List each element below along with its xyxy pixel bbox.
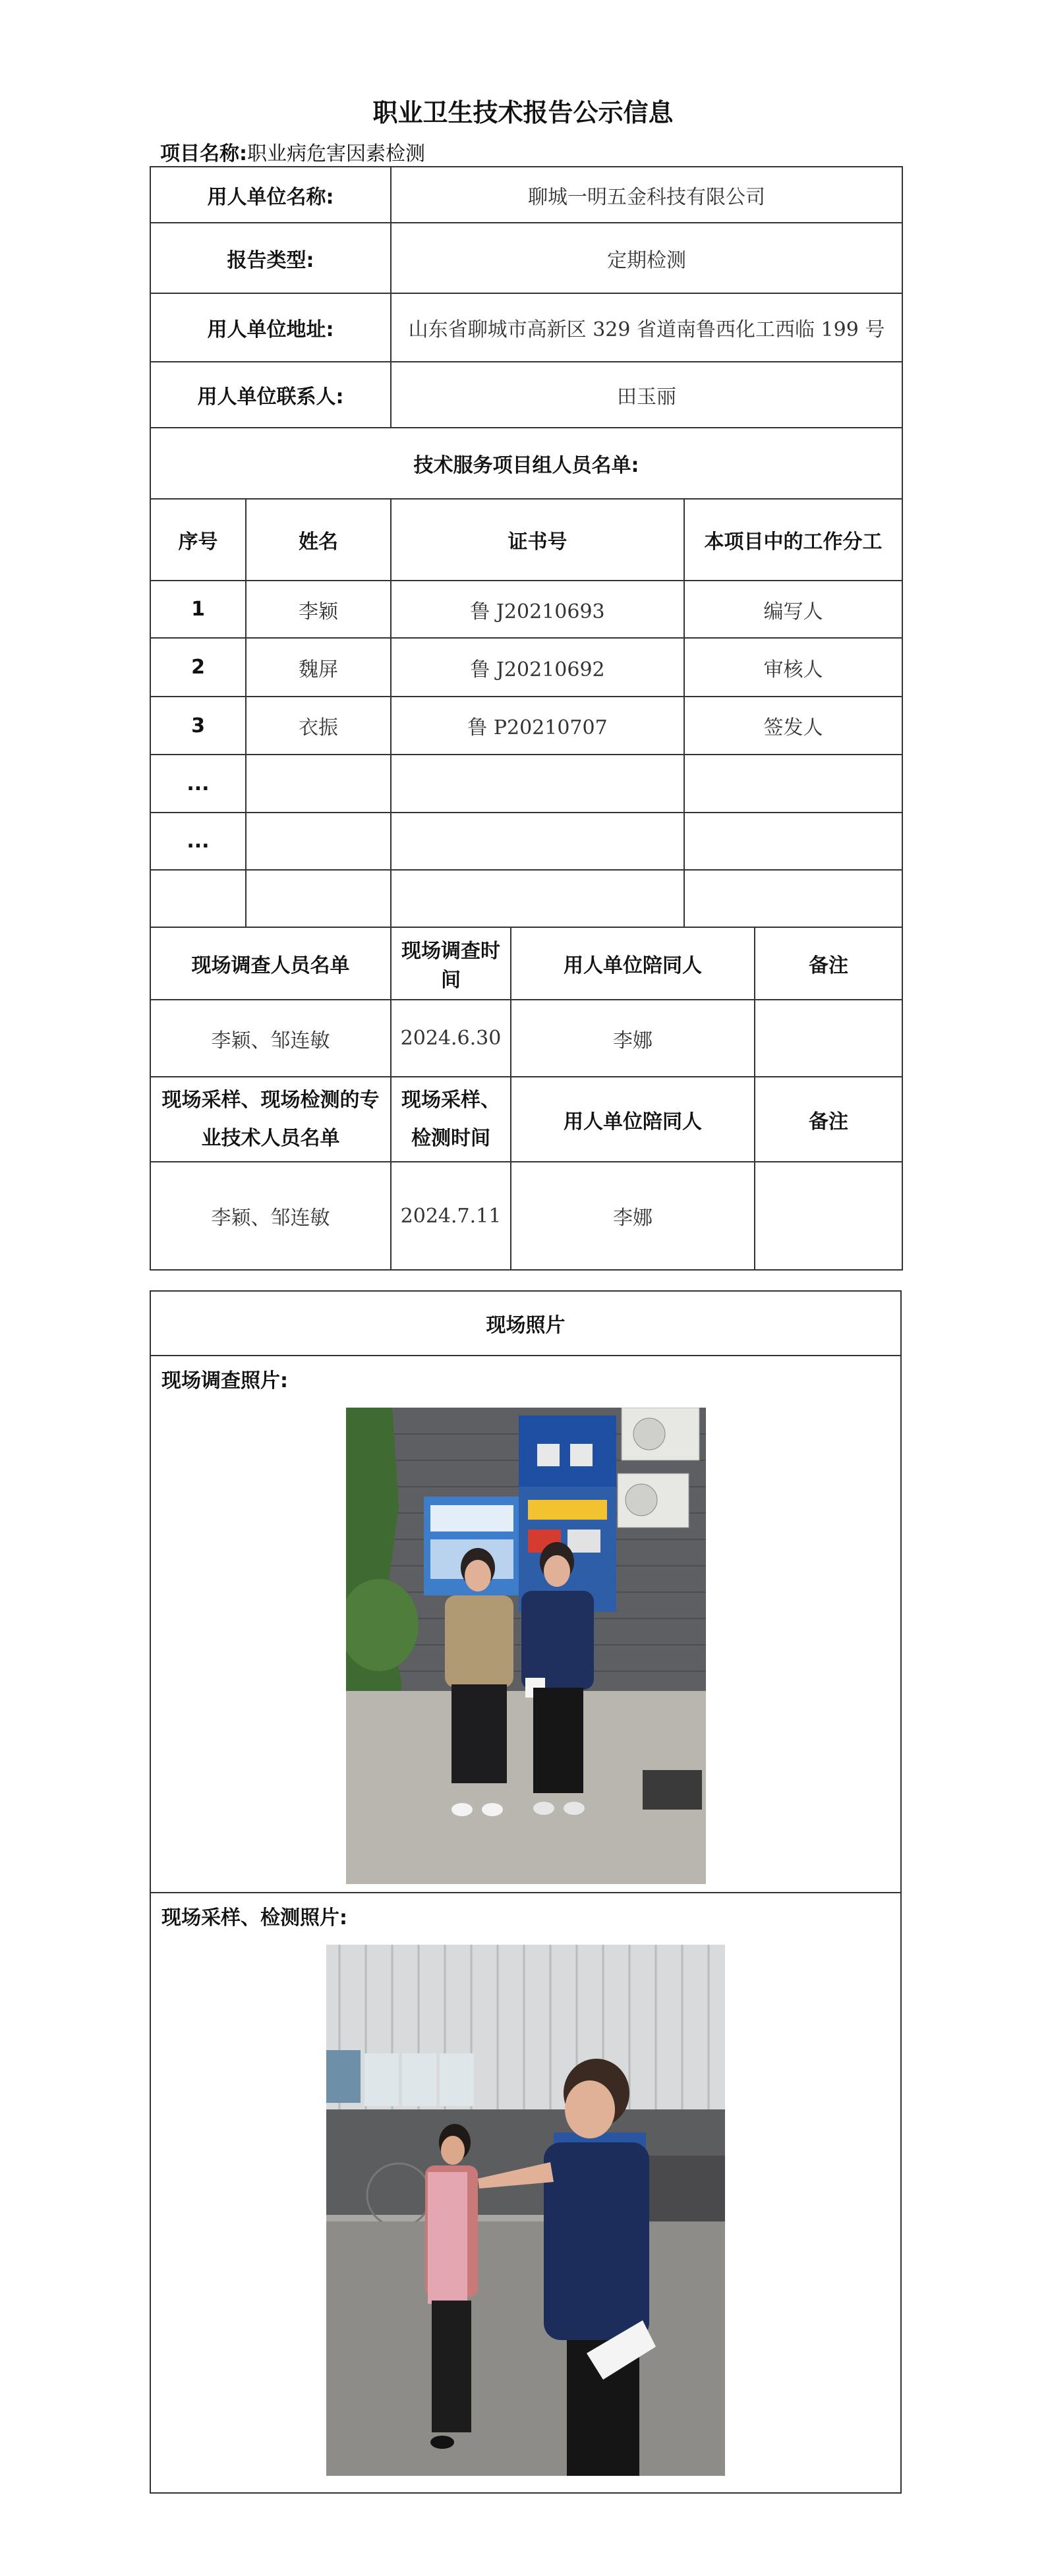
survey-escort: 李娜	[511, 1000, 755, 1077]
sampling-time: 2024.7.11	[391, 1162, 511, 1270]
project-name-label: 项目名称:	[160, 142, 247, 165]
team-name	[246, 813, 391, 870]
survey-col-time: 现场调查时间	[391, 927, 511, 1000]
table-row	[150, 697, 902, 755]
team-cert	[391, 870, 684, 927]
team-cert: 鲁 J20210693	[391, 581, 684, 638]
survey-photo-label: 现场调查照片:	[161, 1369, 288, 1392]
sampling-col-time: 现场采样、检测时间	[391, 1077, 511, 1162]
team-index: 1	[150, 581, 246, 638]
unit-contact-value: 田玉丽	[391, 362, 902, 428]
project-name-value: 职业病危害因素检测	[247, 142, 425, 165]
project-name	[160, 137, 425, 166]
team-role	[684, 755, 902, 813]
unit-name-label: 用人单位名称:	[150, 167, 391, 223]
team-index: ...	[150, 755, 246, 813]
unit-name-value: 聊城一明五金科技有限公司	[391, 167, 902, 223]
photos-heading: 现场照片	[150, 1291, 901, 1356]
table-row	[150, 813, 902, 870]
team-index: 2	[150, 638, 246, 697]
team-name	[246, 755, 391, 813]
report-type-label: 报告类型:	[150, 223, 391, 293]
unit-contact-label: 用人单位联系人:	[150, 362, 391, 428]
team-col-cert: 证书号	[391, 499, 684, 581]
page-title: 职业卫生技术报告公示信息	[372, 98, 674, 127]
team-cert: 鲁 J20210692	[391, 638, 684, 697]
team-name: 李颖	[246, 581, 391, 638]
report-type-value: 定期检测	[391, 223, 902, 293]
unit-address-label: 用人单位地址:	[150, 293, 391, 362]
team-name	[246, 870, 391, 927]
team-heading: 技术服务项目组人员名单:	[150, 428, 902, 499]
sampling-photo-icon	[326, 1945, 725, 2476]
survey-col-staff: 现场调查人员名单	[150, 927, 391, 1000]
sampling-col-remarks: 备注	[755, 1077, 902, 1162]
survey-remarks	[755, 1000, 902, 1077]
team-name: 魏屏	[246, 638, 391, 697]
team-index: ...	[150, 813, 246, 870]
team-col-name: 姓名	[246, 499, 391, 581]
report-info-table	[150, 166, 903, 1271]
sampling-escort: 李娜	[511, 1162, 755, 1270]
sampling-staff: 李颖、邹连敏	[150, 1162, 391, 1270]
survey-col-escort: 用人单位陪同人	[511, 927, 755, 1000]
sampling-remarks	[755, 1162, 902, 1270]
team-role	[684, 813, 902, 870]
survey-time: 2024.6.30	[391, 1000, 511, 1077]
sampling-col-escort: 用人单位陪同人	[511, 1077, 755, 1162]
table-row	[150, 581, 902, 638]
survey-staff: 李颖、邹连敏	[150, 1000, 391, 1077]
survey-photo-cell	[150, 1356, 901, 1893]
team-index: 3	[150, 697, 246, 755]
team-index	[150, 870, 246, 927]
sampling-col-staff: 现场采样、现场检测的专业技术人员名单	[150, 1077, 391, 1162]
team-role: 签发人	[684, 697, 902, 755]
team-role: 编写人	[684, 581, 902, 638]
team-role	[684, 870, 902, 927]
table-row	[150, 870, 902, 927]
site-photos-table	[150, 1290, 902, 2494]
team-cert: 鲁 P20210707	[391, 697, 684, 755]
team-name: 衣振	[246, 697, 391, 755]
team-col-index: 序号	[150, 499, 246, 581]
site-survey-photo-icon	[346, 1408, 706, 1884]
sampling-photo-label: 现场采样、检测照片:	[161, 1906, 347, 1930]
table-row	[150, 638, 902, 697]
team-cert	[391, 813, 684, 870]
survey-col-remarks: 备注	[755, 927, 902, 1000]
sampling-photo-cell	[150, 1893, 901, 2493]
team-col-role: 本项目中的工作分工	[684, 499, 902, 581]
team-role: 审核人	[684, 638, 902, 697]
team-cert	[391, 755, 684, 813]
table-row	[150, 755, 902, 813]
unit-address-value: 山东省聊城市高新区 329 省道南鲁西化工西临 199 号	[391, 293, 902, 362]
